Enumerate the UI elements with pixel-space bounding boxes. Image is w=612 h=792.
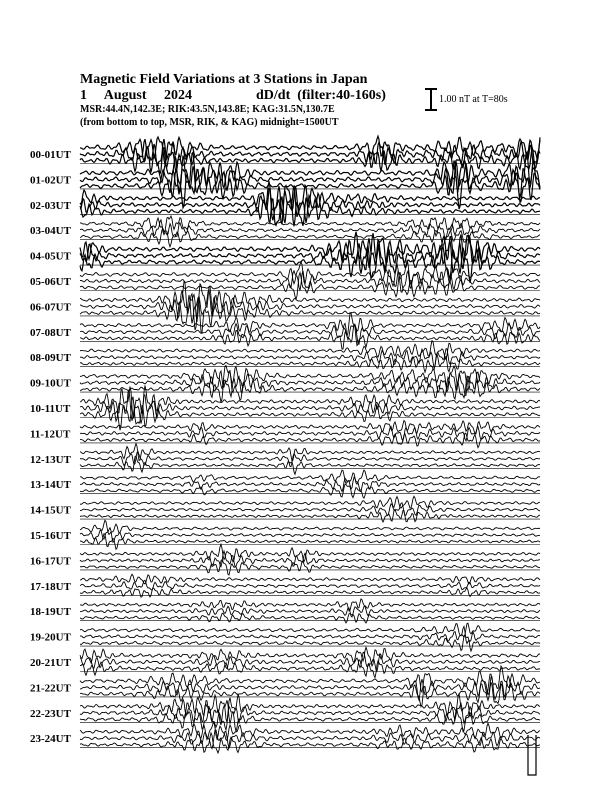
hour-row xyxy=(30,666,540,707)
row-label: 19-20UT xyxy=(30,631,71,644)
trace-kag xyxy=(80,216,540,232)
hour-row xyxy=(30,341,540,373)
row-label: 00-01UT xyxy=(30,149,71,161)
trace-msr xyxy=(80,613,540,623)
row-label: 18-19UT xyxy=(30,606,71,619)
row-label: 08-09UT xyxy=(30,352,71,365)
trace-kag xyxy=(80,623,540,637)
hour-row xyxy=(30,313,540,349)
trace-msr xyxy=(80,660,540,678)
trace-msr xyxy=(80,588,540,597)
row-label: 22-23UT xyxy=(30,707,71,720)
row-label: 13-14UT xyxy=(30,479,71,492)
trace-msr xyxy=(80,433,540,447)
row-label: 06-07UT xyxy=(30,301,71,314)
hour-row xyxy=(30,647,540,677)
hour-row xyxy=(30,470,540,498)
row-label: 09-10UT xyxy=(30,377,71,390)
row-label: 02-03UT xyxy=(30,199,71,212)
row-label: 15-16UT xyxy=(30,530,71,542)
row-label: 10-11UT xyxy=(30,403,71,415)
station-order-note: (from bottom to top, MSR, RIK, & KAG) midnight=1500UT xyxy=(80,117,339,128)
row-label: 05-06UT xyxy=(30,276,71,288)
row-label: 21-22UT xyxy=(30,682,71,695)
row-label: 20-21UT xyxy=(30,657,71,669)
trace-kag xyxy=(80,599,540,611)
trace-kag xyxy=(80,365,540,390)
row-label: 07-08UT xyxy=(30,326,71,339)
trace-rik xyxy=(80,220,540,240)
trace-kag xyxy=(80,496,540,508)
quantity-label: dD/dt xyxy=(256,88,291,103)
hour-row xyxy=(30,365,540,402)
hour-row xyxy=(30,136,540,174)
hour-row xyxy=(30,444,540,475)
hour-row xyxy=(30,623,540,651)
row-label: 01-02UT xyxy=(30,174,71,187)
trace-kag xyxy=(80,470,540,484)
hour-row xyxy=(30,544,540,575)
trace-rik xyxy=(80,626,540,643)
trace-rik xyxy=(80,580,540,590)
hour-row xyxy=(30,181,540,226)
trace-kag xyxy=(80,444,540,461)
trace-msr xyxy=(80,324,540,349)
trace-msr xyxy=(80,509,540,522)
row-label: 04-05UT xyxy=(30,250,71,263)
row-label: 12-13UT xyxy=(30,453,71,466)
trace-rik xyxy=(80,730,540,749)
hour-row xyxy=(30,694,540,732)
filter-label: (filter:40-160s) xyxy=(297,88,386,103)
hour-row xyxy=(30,574,540,597)
row-label: 16-17UT xyxy=(30,555,71,568)
trace-rik xyxy=(80,503,540,516)
trace-msr xyxy=(80,484,540,498)
hour-row xyxy=(30,723,540,753)
trace-msr xyxy=(80,733,540,753)
page-title: Magnetic Field Variations at 3 Stations in Japan xyxy=(80,72,368,87)
trace-msr xyxy=(80,376,540,402)
trace-kag xyxy=(80,574,540,584)
scale-label: 1.00 nT at T=80s xyxy=(439,94,508,105)
row-label: 17-18UT xyxy=(30,580,71,593)
date-label: 1 August 2024 xyxy=(80,88,193,103)
row-label: 11-12UT xyxy=(30,428,71,441)
hour-row xyxy=(30,599,540,623)
hour-row xyxy=(30,520,540,549)
trace-rik xyxy=(80,390,540,424)
row-label: 03-04UT xyxy=(30,225,71,238)
stations-label: MSR:44.4N,142.3E; RIK:43.5N,143.8E; KAG:31.5N,130.7E xyxy=(80,104,335,115)
trace-spike xyxy=(528,735,536,775)
trace-rik xyxy=(80,606,540,617)
row-label: 14-15UT xyxy=(30,504,71,517)
row-label: 23-24UT xyxy=(30,733,71,746)
trace-kag xyxy=(80,544,540,562)
hour-row xyxy=(30,152,540,209)
hour-row xyxy=(30,421,540,448)
hour-row xyxy=(30,496,540,522)
trace-kag xyxy=(80,520,540,534)
trace-msr xyxy=(80,456,540,474)
